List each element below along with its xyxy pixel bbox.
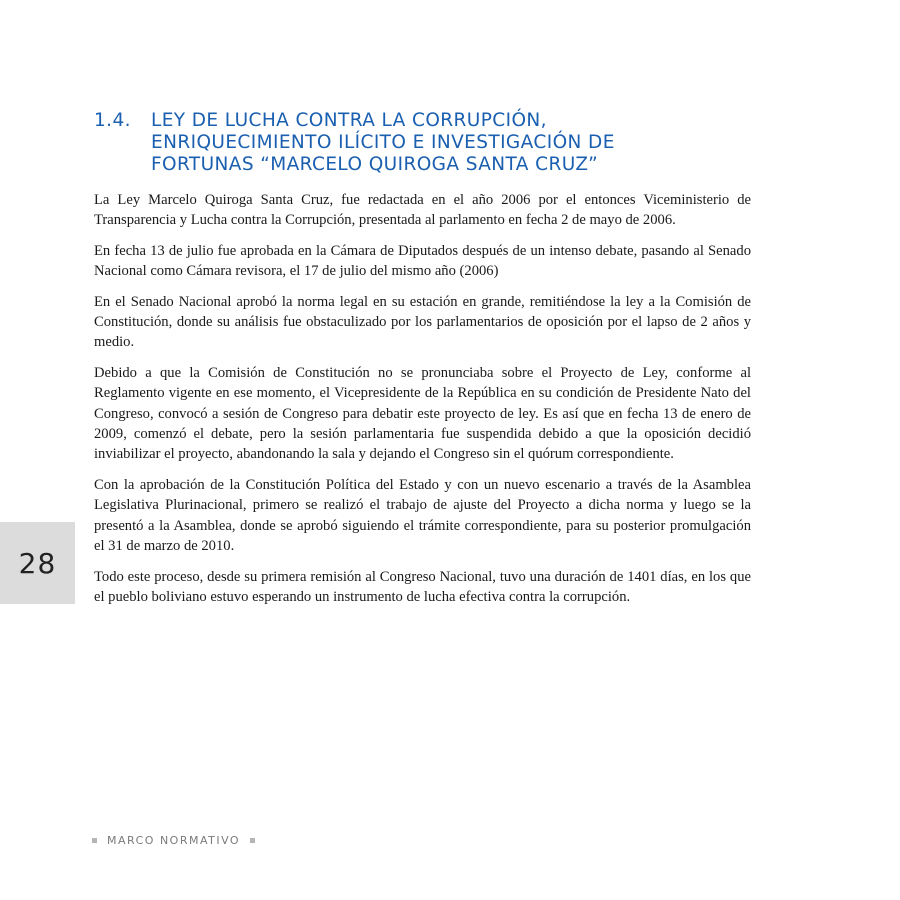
paragraph: Con la aprobación de la Constitución Política del Estado y con un nuevo escenario a través de la Asamblea Legislativa Plurinacional, primero se realizó el trabajo de ajuste del Proyecto a dicha norma y luego se la presentó a la Asamblea, donde se aprobó siguiendo el trámite correspondiente, para su posterior promulgación el 31 de marzo de 2010. xyxy=(94,476,751,555)
section-title-line: LEY DE LUCHA CONTRA LA CORRUPCIÓN, xyxy=(151,110,547,131)
section-title-line: FORTUNAS “MARCELO QUIROGA SANTA CRUZ” xyxy=(151,154,599,175)
paragraph: Debido a que la Comisión de Constitución no se pronunciaba sobre el Proyecto de Ley, conforme al Reglamento vigente en ese momento, el Vicepresidente de la República en su condición de Presidente Nato del Congreso, convocó a sesión de Congreso para debatir este proyecto de ley. Es así que en fecha 13 de enero de 2009, comenzó el debate, pero la sesión parlamentaria fue suspendida debido a que la oposición decidió inviabilizar el proyecto, abandonando la sala y dejando el Congreso sin el quórum correspondiente. xyxy=(94,364,751,463)
square-bullet-icon xyxy=(250,838,255,843)
page-number: 28 xyxy=(18,546,57,580)
paragraph: La Ley Marcelo Quiroga Santa Cruz, fue redactada en el año 2006 por el entonces Viceministerio de Transparencia y Lucha contra la Corrupción, presentada al parlamento en fecha 2 de mayo de 2006. xyxy=(94,192,751,229)
footer xyxy=(92,834,255,847)
paragraph: En el Senado Nacional aprobó la norma legal en su estación en grande, remitiéndose la ley a la Comisión de Constitución, donde su análisis fue obstaculizado por los parlamentarios de oposición por el lapso de 2 años y medio. xyxy=(94,293,751,351)
square-bullet-icon xyxy=(92,838,97,843)
page-number-tab xyxy=(0,522,75,604)
section-heading xyxy=(94,110,734,176)
section-number: 1.4. xyxy=(94,110,131,131)
body-text xyxy=(94,190,751,617)
footer-label: MARCO NORMATIVO xyxy=(107,834,241,847)
section-title xyxy=(151,110,615,176)
paragraph: Todo este proceso, desde su primera remisión al Congreso Nacional, tuvo una duración de 1401 días, en los que el pueblo boliviano estuvo esperando un instrumento de lucha efectiva contra la corrupción. xyxy=(94,568,751,605)
paragraph: En fecha 13 de julio fue aprobada en la Cámara de Diputados después de un intenso debate, pasando al Senado Nacional como Cámara revisora, el 17 de julio del mismo año (2006) xyxy=(94,242,751,280)
section-title-line: ENRIQUECIMIENTO ILÍCITO E INVESTIGACIÓN DE xyxy=(151,132,615,153)
